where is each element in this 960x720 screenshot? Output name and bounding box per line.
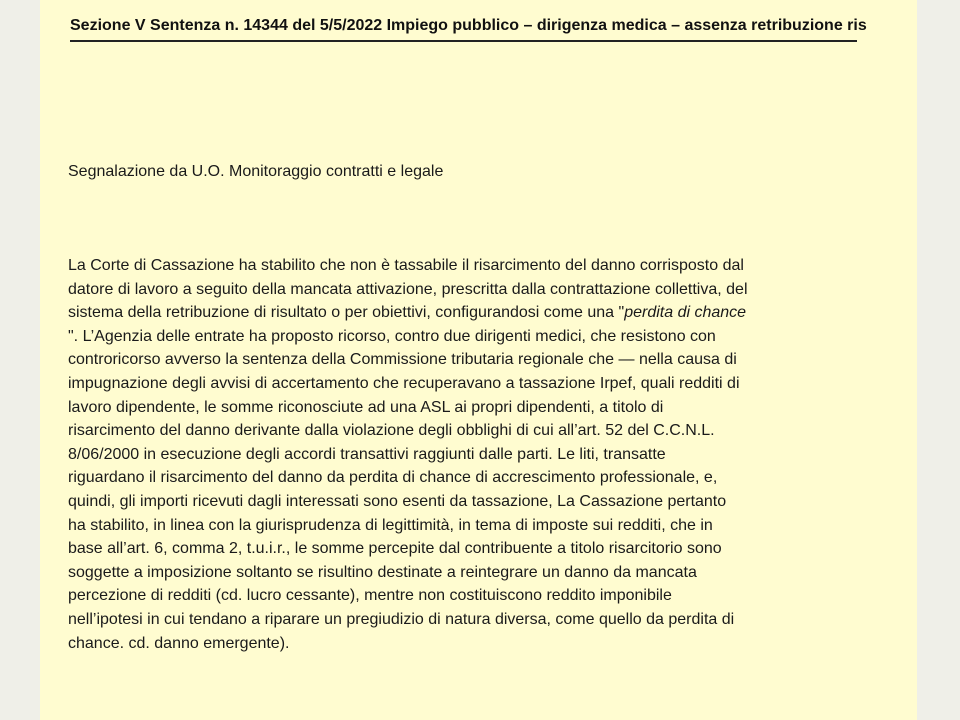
body-line: lavoro dipendente, le somme riconosciute ad una ASL ai propri dipendenti, a titolo di (68, 398, 664, 416)
body-line: La Corte di Cassazione ha stabilito che non è tassabile il risarcimento del danno corrisposto dal (68, 257, 744, 274)
body-line: chance. cd. danno emergente). (68, 634, 290, 652)
italic-phrase: perdita di chance (624, 304, 747, 322)
body-line: percezione di redditi (cd. lucro cessante), mentre non costituiscono reddito imponibile (68, 587, 672, 605)
body-line: ". L’Agenzia delle entrate ha proposto ricorso, contro due dirigenti medici, che resistono con (68, 327, 716, 345)
document-header (70, 15, 917, 41)
body-line: nell’ipotesi in cui tendano a riparare un pregiudizio di natura diversa, come quello da perdita di (68, 610, 735, 628)
body-line: controricorso avverso la sentenza della Commissione tributaria regionale che — nella causa di (68, 351, 737, 369)
document-page (40, 0, 917, 720)
body-line: datore di lavoro a seguito della mancata attivazione, prescritta dalla contrattazione collettiva, del (68, 280, 748, 298)
body-line: base all’art. 6, comma 2, t.u.i.r., le somme percepite dal contribuente a titolo risarcitorio sono (68, 540, 722, 558)
body-line: soggette a imposizione soltanto se risultino destinate a reintegrare un danno da mancata (68, 563, 697, 581)
body-line: riguardano il risarcimento del danno da perdita di chance di accrescimento professionale, e, (68, 469, 718, 487)
source-line: Segnalazione da U.O. Monitoraggio contratti e legale (68, 163, 444, 180)
body-line: 8/06/2000 in esecuzione degli accordi transattivi raggiunti dalle parti. Le liti, transatte (68, 445, 666, 463)
body-line: quindi, gli importi ricevuti dagli interessati sono esenti da tassazione, La Cassazione pertanto (68, 492, 727, 510)
body-line: impugnazione degli avvisi di accertamento che recuperavano a tassazione Irpef, quali redditi di (68, 374, 740, 392)
body-line: risarcimento del danno derivante dalla violazione degli obblighi di cui all’art. 52 del C.C.N.L. (68, 422, 715, 440)
body-line: ha stabilito, in linea con la giurisprudenza di legittimità, in tema di imposte sui redditi, che in (68, 516, 713, 534)
body-line (68, 301, 868, 325)
body-line-text: sistema della retribuzione di risultato o per obiettivi, configurandosi come una " (68, 304, 625, 322)
header-title: Sezione V Sentenza n. 14344 del 5/5/2022 Impiego pubblico – dirigenza medica – assenza retribuzione ris (70, 17, 867, 34)
header-underline (70, 40, 857, 42)
body-paragraph (68, 254, 868, 655)
